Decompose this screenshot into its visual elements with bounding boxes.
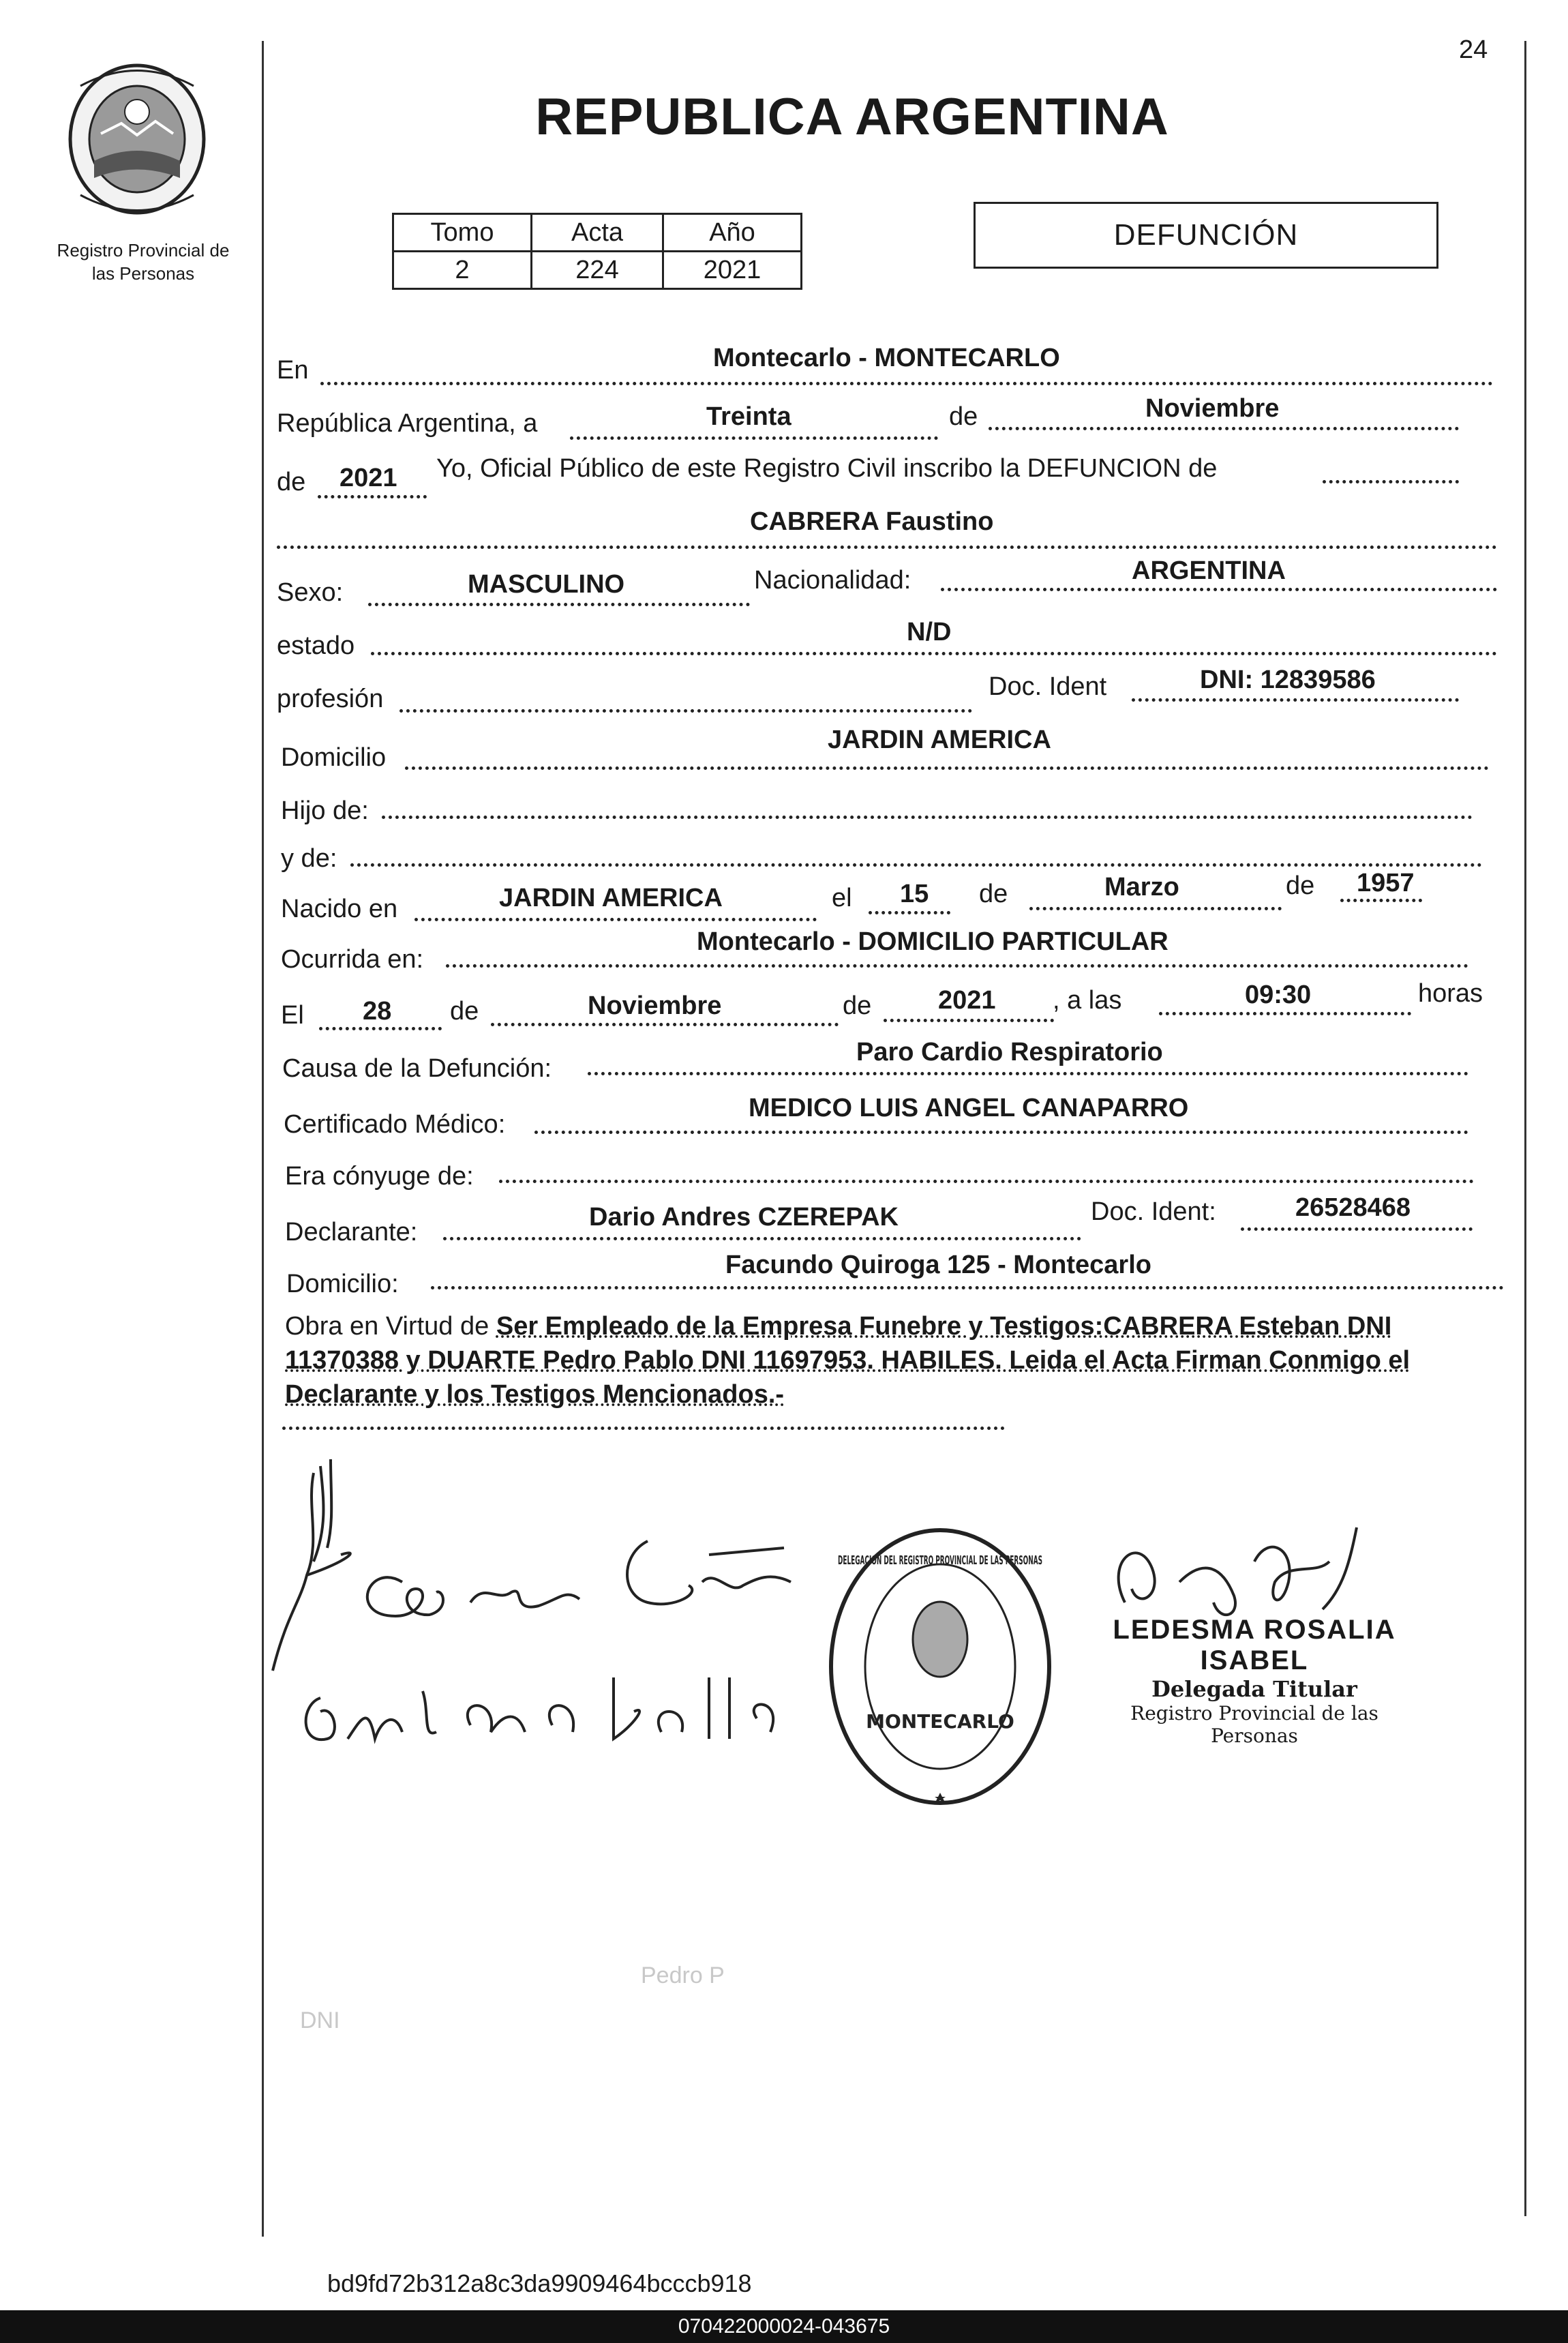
- registry-caption-line1: Registro Provincial de: [57, 240, 230, 260]
- death-de-label: de: [450, 997, 479, 1026]
- decl-doc-dots: [1241, 1227, 1473, 1231]
- table-value-tomo: 2: [393, 252, 532, 289]
- decl-domicilio-dots: [431, 1286, 1504, 1289]
- document-hash: bd9fd72b312a8c3da9909464bcccb918: [327, 2269, 752, 2297]
- obra-paragraph: [285, 1309, 1505, 1412]
- conyuge-dots: [499, 1180, 1474, 1183]
- page-number: 24: [1459, 35, 1488, 64]
- death-month-dots: [491, 1023, 839, 1026]
- nacido-value: JARDIN AMERICA: [499, 884, 723, 912]
- bleed-through-text-2: DNI: [300, 2008, 340, 2033]
- page-title: REPUBLICA ARGENTINA: [535, 88, 1169, 146]
- doc-ident-label: Doc. Ident: [989, 672, 1107, 701]
- year-dots: [318, 495, 427, 498]
- deceased-name-value: CABRERA Faustino: [750, 507, 994, 536]
- montecarlo-delegation-stamp-icon: [822, 1523, 1058, 1823]
- estado-value: N/D: [907, 618, 952, 646]
- ocurrida-label: Ocurrida en:: [281, 945, 424, 974]
- nacido-label: Nacido en: [281, 895, 398, 923]
- causa-dots: [588, 1072, 1468, 1075]
- declarante-value: Dario Andres CZEREPAK: [589, 1203, 899, 1232]
- nacionalidad-value: ARGENTINA: [1132, 556, 1286, 585]
- en-dots: [320, 382, 1493, 385]
- death-year-value: 2021: [938, 986, 996, 1015]
- decl-doc-label: Doc. Ident:: [1091, 1197, 1216, 1226]
- official-role: Delegada Titular: [1151, 1676, 1357, 1702]
- decl-domicilio-label: Domicilio:: [286, 1270, 399, 1298]
- official-block: [1084, 1615, 1425, 1747]
- ocurrida-value: Montecarlo - DOMICILIO PARTICULAR: [697, 927, 1169, 956]
- conyuge-label: Era cónyuge de:: [285, 1162, 474, 1191]
- hijo-dots: [382, 816, 1473, 819]
- death-time-dots: [1159, 1012, 1411, 1015]
- declarante-label: Declarante:: [285, 1218, 418, 1247]
- domicilio-value: JARDIN AMERICA: [828, 726, 1051, 754]
- birth-day-dots: [869, 911, 950, 914]
- month-dots: [989, 427, 1459, 430]
- birth-year-value: 1957: [1357, 869, 1415, 897]
- obra-label: Obra en Virtud de: [285, 1312, 489, 1341]
- table-value-ano: 2021: [663, 252, 802, 289]
- hijo-label: Hijo de:: [281, 796, 369, 825]
- sexo-label: Sexo:: [277, 578, 344, 607]
- declarante-dots: [443, 1237, 1081, 1240]
- official-office: Registro Provincial de las Personas: [1130, 1702, 1378, 1747]
- certificado-label: Certificado Médico:: [284, 1110, 506, 1139]
- causa-label: Causa de la Defunción:: [282, 1054, 552, 1083]
- obra-end-dots: [282, 1427, 1005, 1430]
- official-name: LEDESMA ROSALIA ISABEL: [1113, 1615, 1396, 1675]
- nacido-dots: [414, 918, 817, 921]
- birth-de2-label: de: [1286, 871, 1315, 900]
- province-seal-icon: [60, 59, 214, 220]
- day-dots: [570, 436, 938, 440]
- table-header-ano: Año: [663, 214, 802, 252]
- estado-dots: [371, 652, 1497, 655]
- y-de-label: y de:: [281, 844, 337, 873]
- left-margin-line: [262, 41, 264, 2237]
- right-margin-line: [1524, 41, 1526, 2216]
- declarant-signature: [266, 1446, 811, 1664]
- de2-label: de: [277, 468, 306, 496]
- registry-caption-line2: las Personas: [91, 263, 195, 284]
- bleed-through-text-1: Pedro P: [641, 1963, 725, 1988]
- doc-ident-dots: [1132, 698, 1459, 702]
- death-day-value: 28: [363, 997, 392, 1026]
- birth-de-label: de: [979, 880, 1008, 908]
- nacionalidad-dots: [941, 588, 1497, 591]
- ocurrida-dots: [446, 964, 1468, 968]
- decl-doc-value: 26528468: [1295, 1193, 1411, 1222]
- el-label: el: [832, 884, 852, 912]
- sexo-dots: [368, 603, 750, 606]
- death-de2-label: de: [843, 991, 872, 1020]
- day-word-value: Treinta: [706, 402, 791, 431]
- de-label: de: [949, 402, 978, 431]
- birth-day-value: 15: [900, 880, 929, 908]
- causa-value: Paro Cardio Respiratorio: [856, 1038, 1163, 1066]
- domicilio-label: Domicilio: [281, 743, 387, 772]
- birth-month-value: Marzo: [1104, 873, 1179, 901]
- domicilio-dots: [405, 766, 1489, 770]
- doc-ident-value: DNI: 12839586: [1200, 666, 1376, 694]
- table-header-tomo: Tomo: [393, 214, 532, 252]
- obra-value: Ser Empleado de la Empresa Funebre y Testigos:CABRERA Esteban DNI 11370388 y DUARTE Pedro Pablo DNI 11697953. HABILES. Leida el Acta Firman Conmigo el Declarante y los Testigos Mencionados.-: [285, 1312, 1411, 1409]
- year-value: 2021: [340, 464, 397, 492]
- horas-label: horas: [1418, 979, 1483, 1008]
- sexo-value: MASCULINO: [468, 570, 625, 599]
- death-year-dots: [884, 1019, 1054, 1022]
- table-header-acta: Acta: [532, 214, 663, 252]
- record-table: [392, 213, 802, 290]
- document-type-box: DEFUNCIÓN: [974, 202, 1438, 269]
- table-value-acta: 224: [532, 252, 663, 289]
- month-word-value: Noviembre: [1145, 394, 1280, 423]
- certificado-value: MEDICO LUIS ANGEL CANAPARRO: [749, 1094, 1189, 1122]
- birth-year-dots: [1340, 899, 1422, 902]
- estado-label: estado: [277, 631, 355, 660]
- el2-label: El: [281, 1001, 304, 1030]
- certificado-dots: [534, 1131, 1468, 1134]
- birth-month-dots: [1029, 907, 1282, 910]
- y-de-dots: [350, 863, 1482, 867]
- stamp-ring-text: DELEGACION DEL REGISTRO PROVINCIAL DE LAS PERSONAS: [838, 1553, 1042, 1568]
- witness-signature: [293, 1637, 784, 1766]
- republica-label: República Argentina, a: [277, 409, 538, 438]
- nacionalidad-label: Nacionalidad:: [754, 566, 911, 595]
- registry-caption: [41, 239, 245, 285]
- death-month-value: Noviembre: [588, 991, 722, 1020]
- death-time-value: 09:30: [1245, 981, 1312, 1009]
- profesion-label: profesión: [277, 685, 384, 713]
- stamp-center-text: MONTECARLO: [866, 1710, 1014, 1733]
- decl-domicilio-value: Facundo Quiroga 125 - Montecarlo: [725, 1251, 1151, 1279]
- footer-id-bar: 070422000024-043675: [0, 2310, 1568, 2343]
- death-day-dots: [319, 1027, 442, 1030]
- name-dots: [277, 546, 1497, 549]
- profesion-dots: [399, 709, 972, 713]
- alas-label: , a las: [1053, 986, 1122, 1015]
- intro-text: Yo, Oficial Público de este Registro Civil inscribo la DEFUNCION de: [436, 454, 1218, 483]
- en-label: En: [277, 356, 309, 385]
- intro-dots: [1323, 480, 1459, 483]
- place-value: Montecarlo - MONTECARLO: [713, 344, 1060, 372]
